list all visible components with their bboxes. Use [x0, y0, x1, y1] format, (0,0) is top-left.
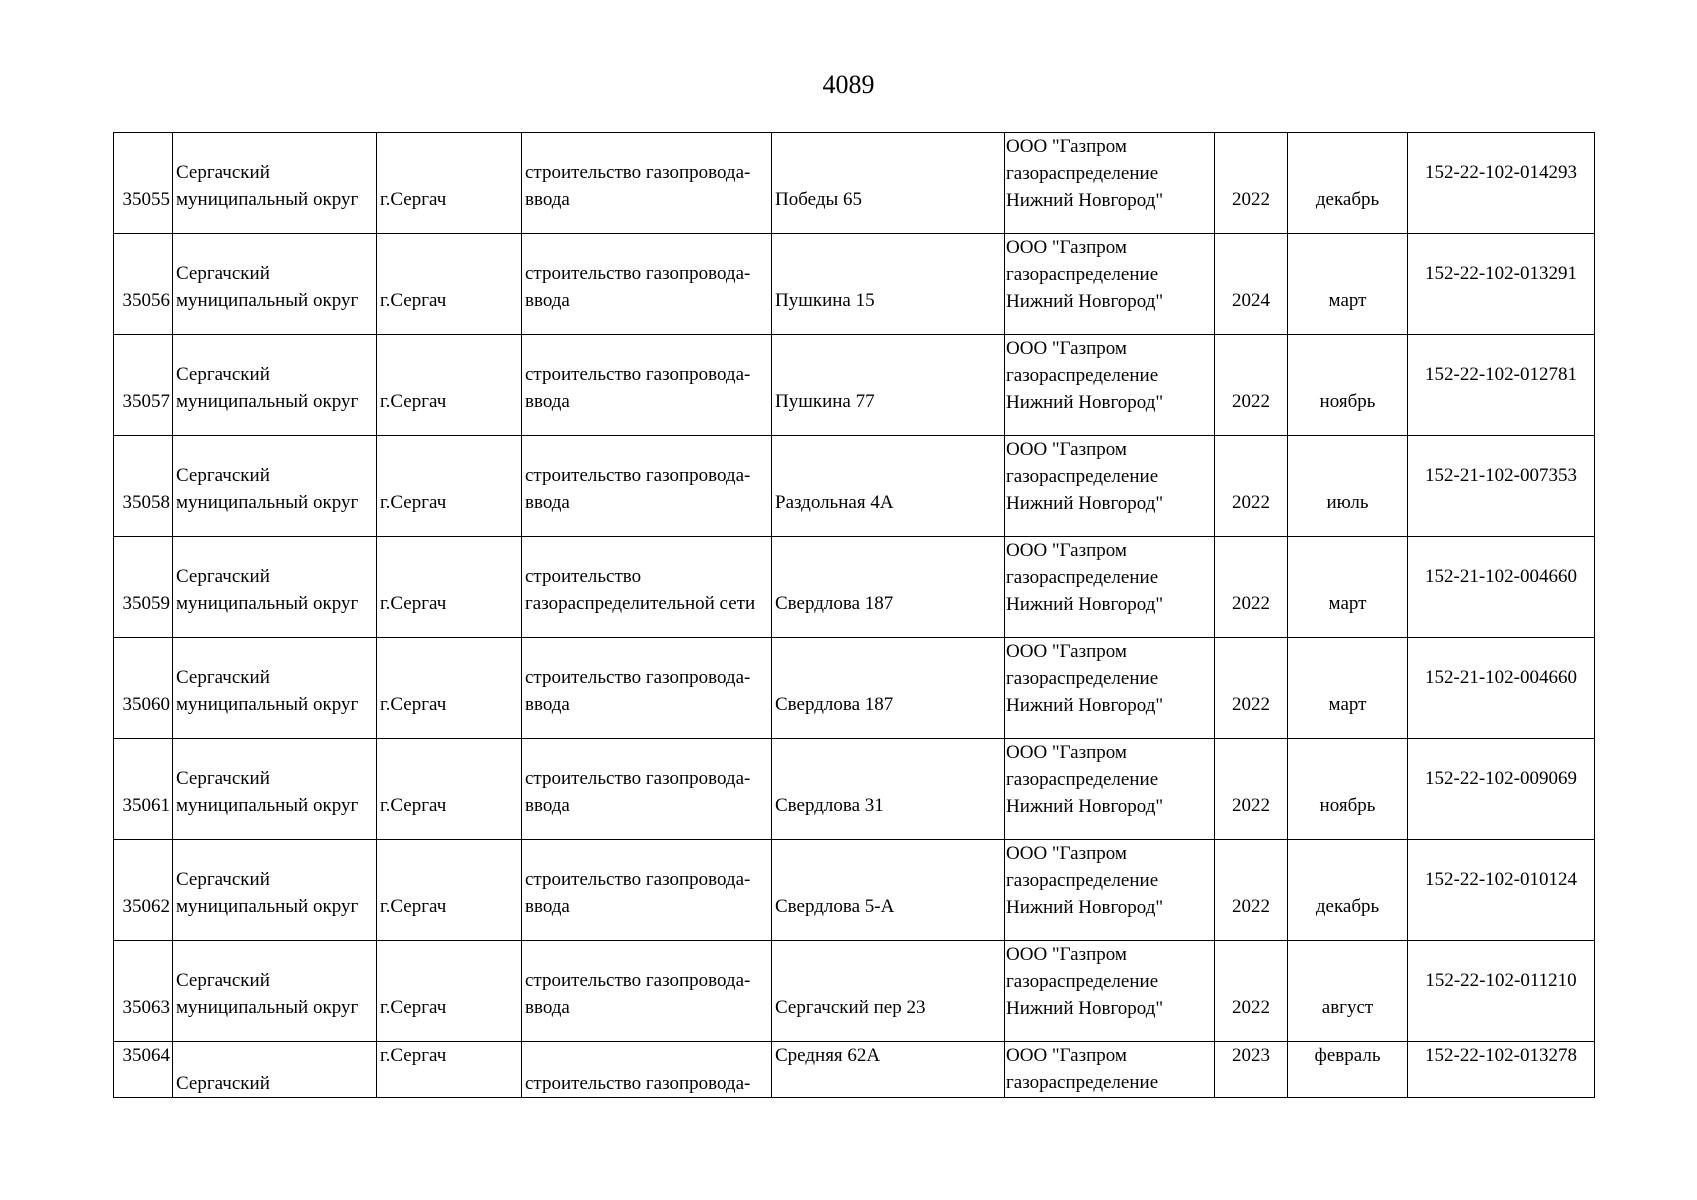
address-cell: Свердлова 187: [772, 638, 1005, 739]
district-line: муниципальный округ: [176, 290, 359, 311]
city-cell: г.Сергач: [377, 638, 522, 739]
city-cell: г.Сергач: [377, 234, 522, 335]
organization-line: ООО "Газпром: [1006, 338, 1127, 359]
organization-cell: [1005, 234, 1215, 335]
work-type-line: строительство газопровода-: [525, 970, 751, 991]
city-cell: г.Сергач: [377, 941, 522, 1042]
organization-cell: [1005, 436, 1215, 537]
work-type-line: строительство газопровода-: [525, 263, 751, 284]
district-cell: [173, 1042, 377, 1098]
organization-cell: [1005, 739, 1215, 840]
work-type-cell: [522, 638, 772, 739]
address-cell: Сергачский пер 23: [772, 941, 1005, 1042]
year-cell: 2023: [1215, 1042, 1288, 1098]
organization-line: Нижний Новгород": [1006, 695, 1164, 716]
district-line: муниципальный округ: [176, 593, 359, 614]
registration-number-cell: 152-21-102-004660: [1408, 537, 1595, 638]
district-cell: [173, 840, 377, 941]
district-cell: [173, 335, 377, 436]
organization-cell: [1005, 1042, 1215, 1098]
address-cell: Свердлова 31: [772, 739, 1005, 840]
work-type-cell: [522, 537, 772, 638]
district-line: Сергачский: [176, 465, 270, 486]
organization-line: ООО "Газпром: [1006, 843, 1127, 864]
registration-number-cell: 152-22-102-014293: [1408, 133, 1595, 234]
district-line: Сергачский: [176, 263, 270, 284]
district-line: Сергачский: [176, 1073, 270, 1094]
table-row: [114, 1042, 1595, 1098]
registration-number-cell: 152-21-102-007353: [1408, 436, 1595, 537]
table-row: [114, 739, 1595, 840]
organization-line: газораспределение: [1006, 1072, 1159, 1093]
district-cell: [173, 638, 377, 739]
year-cell: 2022: [1215, 133, 1288, 234]
organization-line: Нижний Новгород": [1006, 897, 1164, 918]
month-cell: август: [1288, 941, 1408, 1042]
organization-line: Нижний Новгород": [1006, 291, 1164, 312]
city-cell: г.Сергач: [377, 537, 522, 638]
year-cell: 2022: [1215, 335, 1288, 436]
record-id-cell: 35058: [114, 436, 173, 537]
district-line: муниципальный округ: [176, 189, 359, 210]
work-type-cell: [522, 133, 772, 234]
district-cell: [173, 436, 377, 537]
organization-line: газораспределение: [1006, 668, 1159, 689]
registration-number-cell: 152-21-102-004660: [1408, 638, 1595, 739]
work-type-line: ввода: [525, 391, 570, 412]
record-id-cell: 35060: [114, 638, 173, 739]
registration-number-cell: 152-22-102-013278: [1408, 1042, 1595, 1098]
organization-line: ООО "Газпром: [1006, 742, 1127, 763]
district-line: муниципальный округ: [176, 795, 359, 816]
address-cell: Свердлова 5-А: [772, 840, 1005, 941]
organization-line: газораспределение: [1006, 567, 1159, 588]
organization-cell: [1005, 840, 1215, 941]
table-row: [114, 537, 1595, 638]
table-row: [114, 234, 1595, 335]
district-line: Сергачский: [176, 162, 270, 183]
organization-line: Нижний Новгород": [1006, 392, 1164, 413]
year-cell: 2022: [1215, 537, 1288, 638]
district-cell: [173, 234, 377, 335]
organization-line: ООО "Газпром: [1006, 641, 1127, 662]
organization-line: ООО "Газпром: [1006, 944, 1127, 965]
registration-number-cell: 152-22-102-009069: [1408, 739, 1595, 840]
organization-line: Нижний Новгород": [1006, 998, 1164, 1019]
organization-line: газораспределение: [1006, 769, 1159, 790]
work-type-line: ввода: [525, 896, 570, 917]
record-id-cell: 35064: [114, 1042, 173, 1098]
district-line: муниципальный округ: [176, 492, 359, 513]
table-row: [114, 436, 1595, 537]
work-type-line: ввода: [525, 795, 570, 816]
registration-number-cell: 152-22-102-010124: [1408, 840, 1595, 941]
work-type-line: строительство газопровода-: [525, 1073, 751, 1094]
month-cell: март: [1288, 234, 1408, 335]
organization-cell: [1005, 537, 1215, 638]
organization-line: газораспределение: [1006, 466, 1159, 487]
district-cell: [173, 739, 377, 840]
district-line: Сергачский: [176, 869, 270, 890]
work-type-line: строительство газопровода-: [525, 465, 751, 486]
page-number: 4089: [822, 70, 875, 99]
organization-cell: [1005, 941, 1215, 1042]
organization-line: ООО "Газпром: [1006, 439, 1127, 460]
record-id-cell: 35062: [114, 840, 173, 941]
organization-line: ООО "Газпром: [1006, 540, 1127, 561]
organization-cell: [1005, 133, 1215, 234]
work-type-line: ввода: [525, 189, 570, 210]
organization-line: Нижний Новгород": [1006, 796, 1164, 817]
year-cell: 2024: [1215, 234, 1288, 335]
city-cell: г.Сергач: [377, 436, 522, 537]
work-type-line: строительство газопровода-: [525, 869, 751, 890]
organization-line: газораспределение: [1006, 163, 1159, 184]
record-id-cell: 35061: [114, 739, 173, 840]
address-cell: Средняя 62А: [772, 1042, 1005, 1098]
year-cell: 2022: [1215, 638, 1288, 739]
month-cell: февраль: [1288, 1042, 1408, 1098]
district-line: Сергачский: [176, 970, 270, 991]
registration-number-cell: 152-22-102-011210: [1408, 941, 1595, 1042]
month-cell: июль: [1288, 436, 1408, 537]
organization-line: Нижний Новгород": [1006, 493, 1164, 514]
work-type-line: строительство газопровода-: [525, 162, 751, 183]
registration-number-cell: 152-22-102-012781: [1408, 335, 1595, 436]
district-cell: [173, 941, 377, 1042]
month-cell: ноябрь: [1288, 335, 1408, 436]
city-cell: г.Сергач: [377, 1042, 522, 1098]
record-id-cell: 35057: [114, 335, 173, 436]
district-cell: [173, 537, 377, 638]
table-row: [114, 941, 1595, 1042]
record-id-cell: 35063: [114, 941, 173, 1042]
work-type-line: строительство газопровода-: [525, 667, 751, 688]
city-cell: г.Сергач: [377, 840, 522, 941]
organization-line: ООО "Газпром: [1006, 237, 1127, 258]
district-line: Сергачский: [176, 364, 270, 385]
year-cell: 2022: [1215, 840, 1288, 941]
work-type-line: ввода: [525, 290, 570, 311]
district-line: муниципальный округ: [176, 896, 359, 917]
organization-line: ООО "Газпром: [1006, 136, 1127, 157]
work-type-line: строительство газопровода-: [525, 364, 751, 385]
district-line: Сергачский: [176, 667, 270, 688]
district-cell: [173, 133, 377, 234]
city-cell: г.Сергач: [377, 739, 522, 840]
month-cell: март: [1288, 537, 1408, 638]
work-type-line: газораспределительной сети: [525, 593, 756, 614]
district-line: Сергачский: [176, 566, 270, 587]
work-type-cell: [522, 840, 772, 941]
district-line: Сергачский: [176, 768, 270, 789]
record-id-cell: 35055: [114, 133, 173, 234]
year-cell: 2022: [1215, 739, 1288, 840]
address-cell: Раздольная 4А: [772, 436, 1005, 537]
work-type-cell: [522, 941, 772, 1042]
organization-line: Нижний Новгород": [1006, 594, 1164, 615]
city-cell: г.Сергач: [377, 335, 522, 436]
work-type-cell: [522, 1042, 772, 1098]
record-id-cell: 35056: [114, 234, 173, 335]
work-type-line: ввода: [525, 694, 570, 715]
district-line: муниципальный округ: [176, 694, 359, 715]
month-cell: декабрь: [1288, 133, 1408, 234]
table-row: [114, 840, 1595, 941]
registry-body: [114, 133, 1595, 1098]
district-line: муниципальный округ: [176, 391, 359, 412]
work-type-line: ввода: [525, 492, 570, 513]
organization-cell: [1005, 638, 1215, 739]
work-type-line: строительство газопровода-: [525, 768, 751, 789]
registration-number-cell: 152-22-102-013291: [1408, 234, 1595, 335]
month-cell: ноябрь: [1288, 739, 1408, 840]
organization-line: ООО "Газпром: [1006, 1045, 1127, 1066]
organization-line: газораспределение: [1006, 971, 1159, 992]
organization-line: газораспределение: [1006, 365, 1159, 386]
address-cell: Пушкина 15: [772, 234, 1005, 335]
organization-line: газораспределение: [1006, 870, 1159, 891]
month-cell: декабрь: [1288, 840, 1408, 941]
work-type-cell: [522, 335, 772, 436]
organization-line: газораспределение: [1006, 264, 1159, 285]
table-row: [114, 638, 1595, 739]
registry-table: [113, 132, 1595, 1098]
table-row: [114, 335, 1595, 436]
city-cell: г.Сергач: [377, 133, 522, 234]
work-type-cell: [522, 436, 772, 537]
table-row: [114, 133, 1595, 234]
work-type-cell: [522, 234, 772, 335]
work-type-cell: [522, 739, 772, 840]
work-type-line: строительство: [525, 566, 642, 587]
month-cell: март: [1288, 638, 1408, 739]
address-cell: Свердлова 187: [772, 537, 1005, 638]
year-cell: 2022: [1215, 941, 1288, 1042]
year-cell: 2022: [1215, 436, 1288, 537]
organization-line: Нижний Новгород": [1006, 190, 1164, 211]
organization-cell: [1005, 335, 1215, 436]
address-cell: Пушкина 77: [772, 335, 1005, 436]
address-cell: Победы 65: [772, 133, 1005, 234]
work-type-line: ввода: [525, 997, 570, 1018]
district-line: муниципальный округ: [176, 997, 359, 1018]
record-id-cell: 35059: [114, 537, 173, 638]
